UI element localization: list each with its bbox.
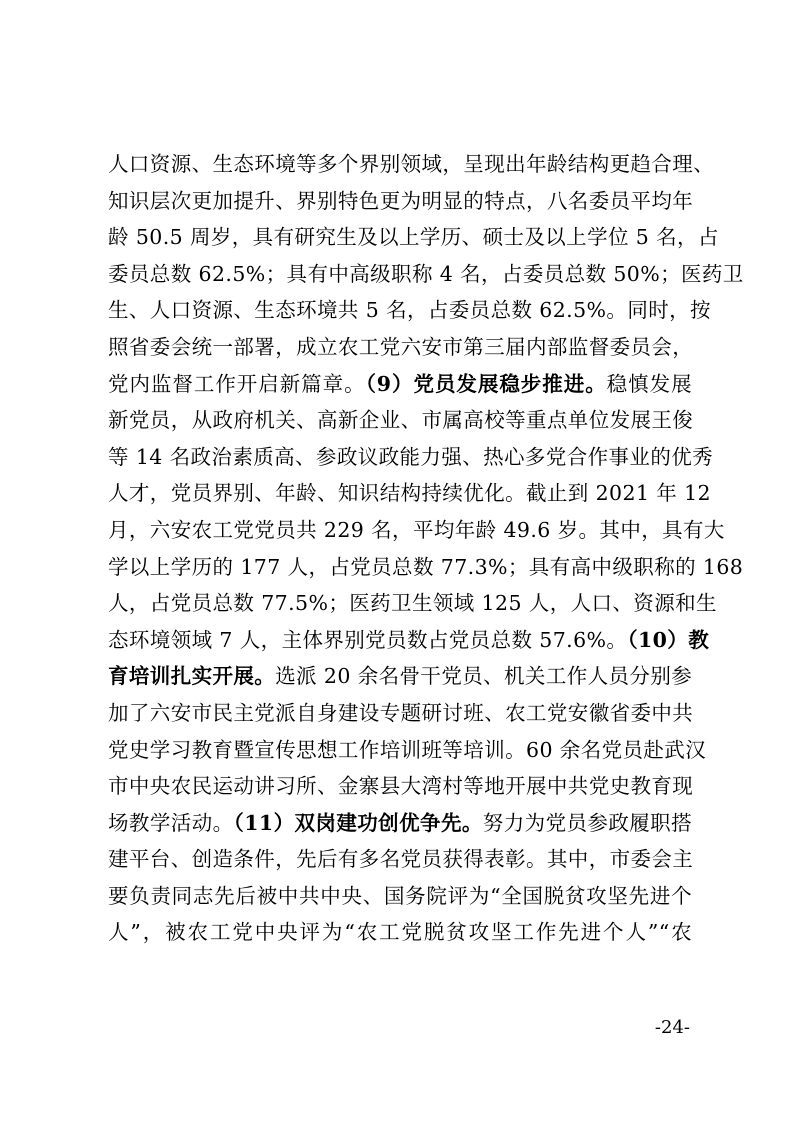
text-run: 人才，党员界别、年龄、知识结构持续优化。截止到 2021 年 12 <box>108 481 712 506</box>
text-line <box>108 475 712 512</box>
bold-heading-run: （11）双岗建功创优争先。 <box>233 810 483 835</box>
text-line <box>108 585 717 622</box>
text-run: 党史学习教育暨宣传思想工作培训班等培训。60 余名党员赴武汉 <box>108 737 707 762</box>
text-run: 月，六安农工党党员共 229 名，平均年龄 49.6 岁。其中，具有大 <box>108 517 725 542</box>
text-run: 知识层次更加提升、界别特色更为明显的特点，八名委员平均年 <box>108 188 694 213</box>
text-run: 委员总数 62.5%；具有中高级职称 4 名，占委员总数 50%；医药卫 <box>108 261 744 286</box>
text-run: 生、人口资源、生态环境共 5 名，占委员总数 62.5%。同时，按 <box>108 298 711 323</box>
text-run: 要负责同志先后被中共中央、国务院评为“全国脱贫攻坚先进个 <box>108 883 692 908</box>
text-run: 照省委会统一部署，成立农工党六安市第三届内部监督委员会， <box>108 334 694 359</box>
text-run: 建平台、创造条件，先后有多名党员获得表彰。其中，市委会主 <box>108 847 694 872</box>
text-line <box>108 366 692 403</box>
bold-heading-run: （10）教 <box>627 627 710 652</box>
text-run: 稳慎发展 <box>606 371 692 396</box>
text-line <box>108 732 707 769</box>
text-run: 人口资源、生态环境等多个界别领域，呈现出年龄结构更趋合理、 <box>108 152 715 176</box>
text-run: 努力为党员参政履职搭 <box>482 810 692 835</box>
text-run: 人”，被农工党中央评为“农工党脱贫攻坚工作先进个人”“农 <box>108 920 692 945</box>
text-run: 党内监督工作开启新篇章。 <box>108 371 366 396</box>
text-run: 学以上学历的 177 人，占党员总数 77.3%；具有高中级职称的 168 <box>108 554 744 579</box>
page-number: -24- <box>654 1017 690 1038</box>
text-line <box>108 146 715 183</box>
text-line <box>108 658 692 695</box>
bold-heading-run: 育培训扎实开展。 <box>108 664 276 689</box>
text-line <box>108 183 692 220</box>
text-run: 态环境领域 7 人，主体界别党员数占党员总数 57.6%。 <box>108 627 628 652</box>
text-line <box>108 512 725 549</box>
text-line <box>108 695 692 732</box>
text-run: 市中央农民运动讲习所、金寨县大湾村等地开展中共党史教育现 <box>108 774 694 799</box>
text-run: 等 14 名政治素质高、参政议政能力强、热心多党合作事业的优秀 <box>108 444 714 469</box>
body-text <box>108 146 744 951</box>
text-line <box>108 805 692 842</box>
text-line <box>108 292 711 329</box>
bold-heading-run: （9）党员发展稳步推进。 <box>365 371 607 396</box>
text-line <box>108 219 719 256</box>
text-line <box>108 329 692 366</box>
text-line <box>108 622 710 659</box>
text-line <box>108 914 692 951</box>
text-run: 新党员，从政府机关、高新企业、市属高校等重点单位发展王俊 <box>108 408 694 433</box>
text-run: 加了六安市民主党派自身建设专题研讨班、农工党安徽省委中共 <box>108 700 694 725</box>
text-line <box>108 768 692 805</box>
text-line <box>108 439 714 476</box>
text-run: 场教学活动。 <box>108 810 234 835</box>
text-run: 龄 50.5 周岁，具有研究生及以上学历、硕士及以上学位 5 名，占 <box>108 225 719 250</box>
text-line <box>108 549 744 586</box>
text-line <box>108 402 692 439</box>
text-run: 选派 20 余名骨干党员、机关工作人员分别参 <box>275 664 693 689</box>
text-run: 人，占党员总数 77.5%；医药卫生领域 125 人，人口、资源和生 <box>108 591 717 616</box>
text-line <box>108 256 744 293</box>
text-line <box>108 841 692 878</box>
text-line <box>108 878 692 915</box>
